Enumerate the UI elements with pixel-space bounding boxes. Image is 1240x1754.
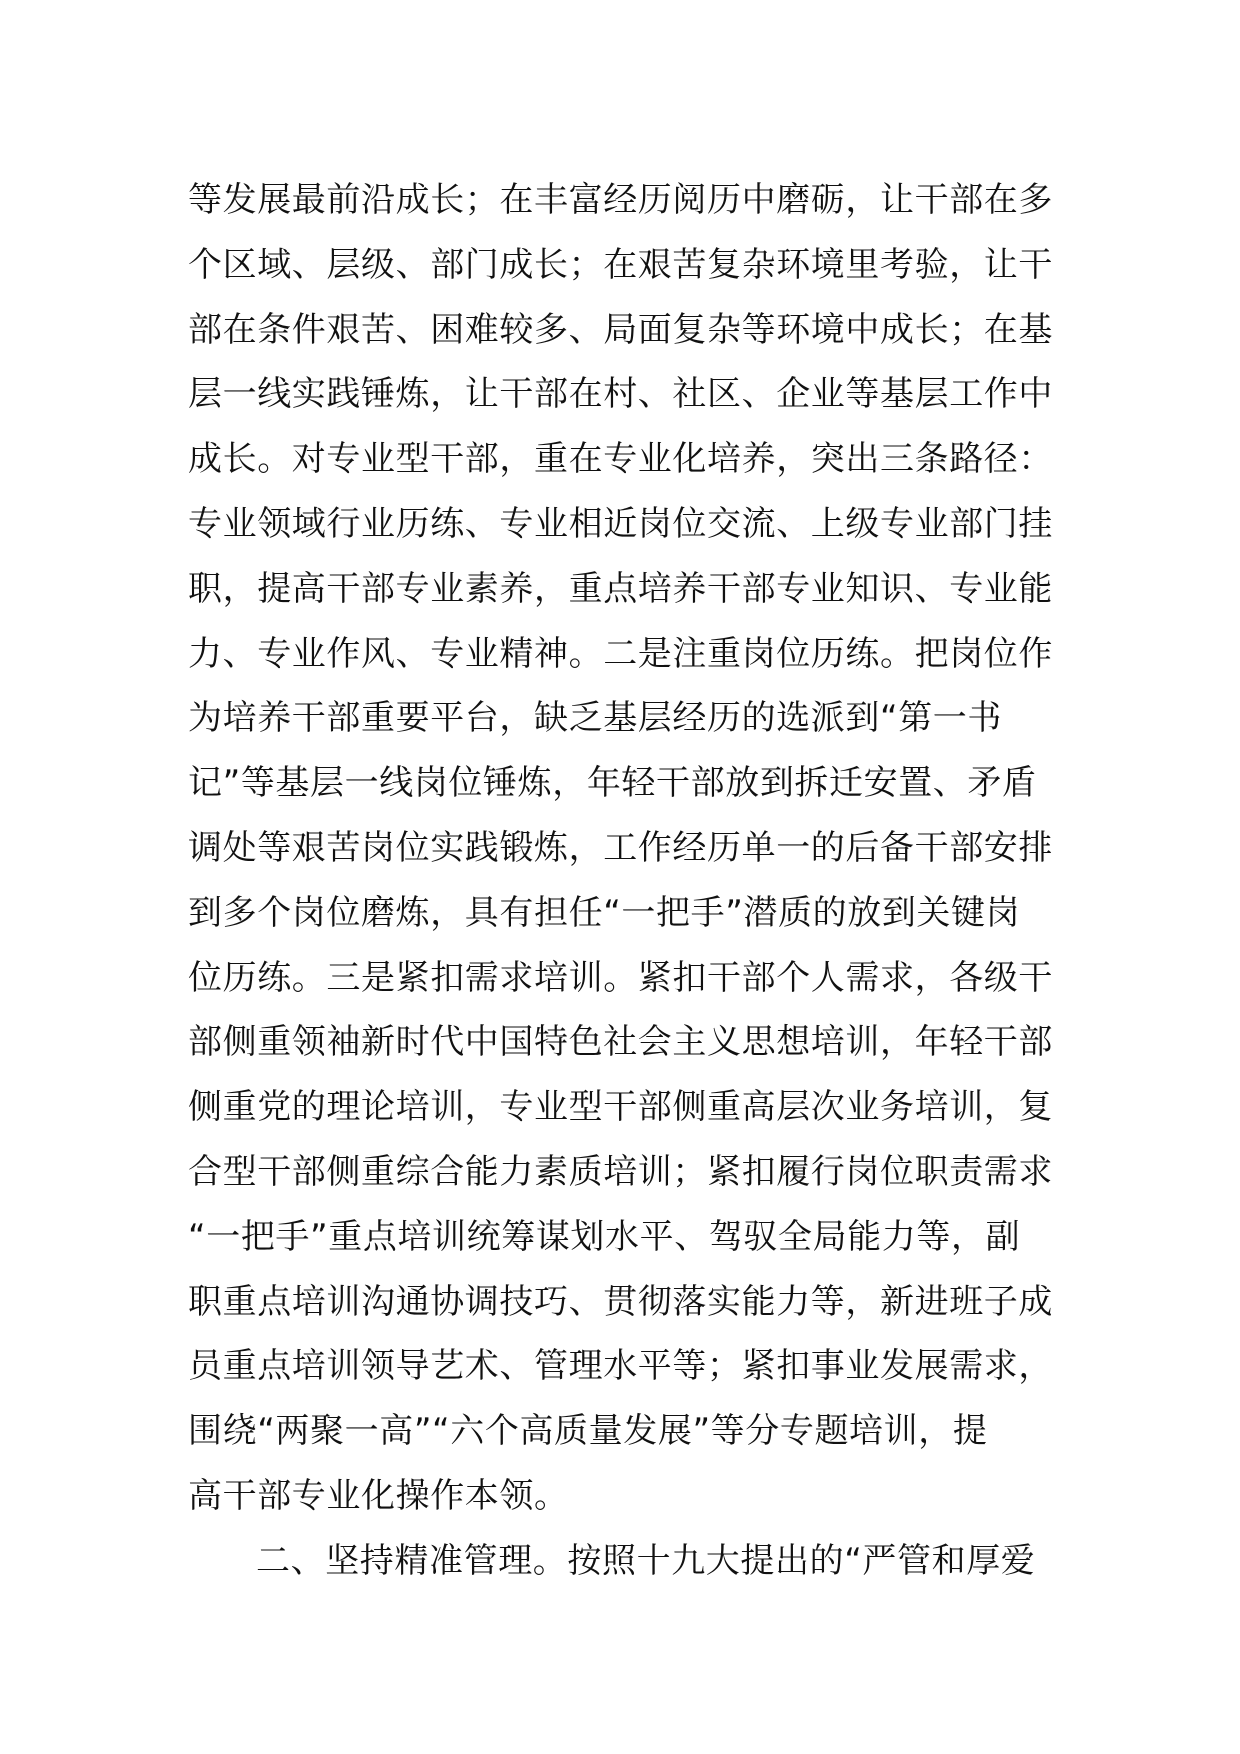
body-text — [188, 168, 1058, 1594]
text-line: “一把手”重点培训统筹谋划水平、驾驭全局能力等，副 — [188, 1216, 1021, 1257]
text-line: 职重点培训沟通协调技巧、贯彻落实能力等，新进班子成 — [188, 1281, 1053, 1322]
text-line: 层一线实践锤炼，让干部在村、社区、企业等基层工作中 — [188, 374, 1053, 415]
text-line: 到多个岗位磨炼，具有担任“一把手”潜质的放到关键岗 — [188, 892, 1021, 933]
text-line: 围绕“两聚一高”“六个高质量发展”等分专题培训，提 — [188, 1411, 988, 1452]
text-line: 职，提高干部专业素养，重点培养干部专业知识、专业能 — [188, 568, 1053, 609]
text-line: 等发展最前沿成长；在丰富经历阅历中磨砺，让干部在多 — [188, 180, 1053, 220]
text-line: 调处等艰苦岗位实践锻炼，工作经历单一的后备干部安排 — [188, 827, 1053, 868]
section-heading-line: 二、坚持精准管理。按照十九大提出的“严管和厚爱 — [256, 1540, 1036, 1581]
text-line: 员重点培训领导艺术、管理水平等；紧扣事业发展需求， — [188, 1346, 1053, 1387]
text-line: 高干部专业化操作本领。 — [188, 1475, 569, 1516]
text-line: 位历练。三是紧扣需求培训。紧扣干部个人需求，各级干 — [188, 957, 1053, 998]
text-line: 为培养干部重要平台，缺乏基层经历的选派到“第一书 — [188, 698, 1003, 739]
text-line: 成长。对专业型干部，重在专业化培养，突出三条路径： — [188, 439, 1053, 480]
text-line: 个区域、层级、部门成长；在艰苦复杂环境里考验，让干 — [188, 244, 1053, 285]
text-line: 侧重党的理论培训，专业型干部侧重高层次业务培训，复 — [188, 1087, 1053, 1128]
text-line: 部在条件艰苦、困难较多、局面复杂等环境中成长；在基 — [188, 309, 1053, 350]
text-line: 力、专业作风、专业精神。二是注重岗位历练。把岗位作 — [188, 633, 1053, 674]
text-line: 记”等基层一线岗位锤炼，年轻干部放到拆迁安置、矛盾 — [188, 763, 1037, 804]
text-line: 合型干部侧重综合能力素质培训；紧扣履行岗位职责需求 — [188, 1151, 1053, 1192]
text-line: 部侧重领袖新时代中国特色社会主义思想培训，年轻干部 — [188, 1022, 1053, 1063]
text-line: 专业领域行业历练、专业相近岗位交流、上级专业部门挂 — [188, 503, 1053, 544]
